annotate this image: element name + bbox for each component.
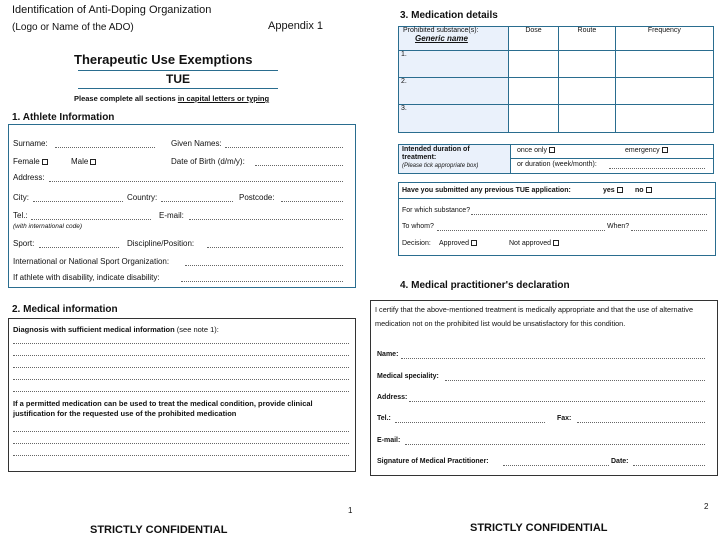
sport-org-label: International or National Sport Organization: <box>13 257 170 266</box>
when-label: When? <box>607 223 630 230</box>
dob-field[interactable] <box>255 165 343 166</box>
previous-no-checkbox[interactable] <box>646 187 652 193</box>
practitioner-tel-label: Tel.: <box>377 415 391 422</box>
justification-line[interactable] <box>13 431 349 432</box>
emergency-label: emergency <box>625 147 660 154</box>
given-names-field[interactable] <box>225 147 343 148</box>
previous-tue-box <box>398 182 716 256</box>
athlete-info-heading: 1. Athlete Information <box>12 112 115 123</box>
right-page-number: 2 <box>704 502 709 511</box>
female-checkbox[interactable] <box>42 159 48 165</box>
medical-info-box <box>8 318 356 472</box>
col-generic-label: Generic name <box>415 34 468 43</box>
duration-label-cell <box>399 145 511 173</box>
subtitle-underline <box>78 88 278 89</box>
email-field[interactable] <box>189 219 343 220</box>
athlete-info-box <box>8 124 356 288</box>
route-cell[interactable] <box>559 51 616 78</box>
sport-label: Sport: <box>13 239 35 248</box>
given-names-label: Given Names: <box>171 139 222 148</box>
org-title: Identification of Anti-Doping Organization <box>12 4 212 16</box>
country-field[interactable] <box>161 201 233 202</box>
practitioner-tel-field[interactable] <box>395 422 545 423</box>
permitted-med-label-1: If a permitted medication can be used to treat the medical condition, provide clinical <box>13 399 313 408</box>
declaration-box <box>370 300 718 476</box>
title-underline <box>78 70 278 71</box>
tel-label: Tel.: <box>13 211 28 220</box>
instructions-emphasis: in capital letters or typing <box>177 94 270 103</box>
permitted-med-label-2: justification for the requested use of the prohibited medication <box>13 409 237 418</box>
col-frequency: Frequency <box>615 27 713 51</box>
medical-info-heading: 2. Medical information <box>12 304 118 315</box>
address-label: Address: <box>13 173 45 182</box>
male-checkbox[interactable] <box>90 159 96 165</box>
col-substance <box>399 27 509 51</box>
right-page <box>360 0 720 540</box>
duration-divider <box>511 158 713 159</box>
postcode-label: Postcode: <box>239 193 275 202</box>
surname-field[interactable] <box>55 147 155 148</box>
once-only-label: once only <box>517 147 547 154</box>
duration-box <box>398 144 714 174</box>
male-label: Male <box>71 157 89 166</box>
female-label: Female <box>13 157 40 166</box>
dose-cell[interactable] <box>509 78 559 105</box>
previous-yes-option[interactable] <box>603 187 623 194</box>
certify-line-2: medication not on the prohibited list would be unsatisfactory for this condition. <box>375 319 626 328</box>
dob-label: Date of Birth (d/m/y): <box>171 157 245 166</box>
col-route: Route <box>559 27 616 51</box>
medication-heading: 3. Medication details <box>400 10 498 21</box>
duration-label-1: Intended duration of <box>402 146 470 153</box>
row-number: 1. <box>399 51 509 78</box>
speciality-field[interactable] <box>445 380 705 381</box>
postcode-field[interactable] <box>281 201 343 202</box>
sport-field[interactable] <box>39 247 119 248</box>
disability-field[interactable] <box>181 281 343 282</box>
not-approved-label: Not approved <box>509 240 552 247</box>
previous-divider <box>399 198 715 199</box>
speciality-label: Medical speciality: <box>377 373 439 380</box>
declaration-heading: 4. Medical practitioner's declaration <box>400 280 570 291</box>
practitioner-name-field[interactable] <box>401 358 705 359</box>
route-cell[interactable] <box>559 105 616 133</box>
col-substance-label: Prohibited substance(s): <box>403 27 479 34</box>
approved-label: Approved <box>439 240 469 247</box>
right-footer: STRICTLY CONFIDENTIAL <box>470 522 608 534</box>
practitioner-address-label: Address: <box>377 394 408 401</box>
practitioner-fax-field[interactable] <box>577 422 705 423</box>
not-approved-option[interactable] <box>509 240 559 247</box>
once-only-option[interactable] <box>517 147 555 154</box>
signature-label: Signature of Medical Practitioner: <box>377 458 489 465</box>
dose-cell[interactable] <box>509 51 559 78</box>
discipline-label: Discipline/Position: <box>127 239 195 248</box>
sport-org-field[interactable] <box>185 265 343 266</box>
col-dose: Dose <box>509 27 559 51</box>
duration-label-2: treatment: <box>402 154 437 161</box>
previous-yes-checkbox[interactable] <box>617 187 623 193</box>
justification-line[interactable] <box>13 443 349 444</box>
male-option[interactable] <box>71 157 96 166</box>
city-label: City: <box>13 193 29 202</box>
practitioner-fax-label: Fax: <box>557 415 572 422</box>
diagnosis-line[interactable] <box>13 367 349 368</box>
or-duration-label: or duration (week/month): <box>517 161 597 168</box>
practitioner-name-label: Name: <box>377 351 399 358</box>
to-whom-field[interactable] <box>437 230 605 231</box>
address-field[interactable] <box>49 181 343 182</box>
for-which-field[interactable] <box>471 214 707 215</box>
instructions-text: Please complete all sections <box>74 94 178 103</box>
previous-no-label: no <box>635 187 644 194</box>
date-field[interactable] <box>633 465 705 466</box>
to-whom-label: To whom? <box>402 223 434 230</box>
frequency-cell[interactable] <box>615 78 713 105</box>
left-page-number: 1 <box>348 506 353 515</box>
decision-label: Decision: <box>402 240 431 247</box>
when-field[interactable] <box>631 230 707 231</box>
once-only-checkbox[interactable] <box>549 147 555 153</box>
date-label: Date: <box>611 458 629 465</box>
email-label: E-mail: <box>159 211 184 220</box>
appendix-label: Appendix 1 <box>268 20 324 32</box>
previous-yes-label: yes <box>603 187 615 194</box>
female-option[interactable] <box>13 157 48 166</box>
frequency-cell[interactable] <box>615 105 713 133</box>
medication-table <box>398 26 714 133</box>
route-cell[interactable] <box>559 78 616 105</box>
tel-field[interactable] <box>31 219 151 220</box>
diagnosis-line[interactable] <box>13 379 349 380</box>
diagnosis-line[interactable] <box>13 355 349 356</box>
previous-tue-question: Have you submitted any previous TUE application: <box>402 187 571 194</box>
duration-hint: (Please tick appropriate box) <box>402 163 479 169</box>
for-which-label: For which substance? <box>402 207 471 214</box>
justification-line[interactable] <box>13 455 349 456</box>
approved-checkbox[interactable] <box>471 240 477 246</box>
certify-line-1: I certify that the above-mentioned treatment is medically appropriate and that the use of alternative <box>375 305 693 314</box>
approved-option[interactable] <box>439 240 477 247</box>
emergency-checkbox[interactable] <box>662 147 668 153</box>
dose-cell[interactable] <box>509 105 559 133</box>
form-title: Therapeutic Use Exemptions <box>74 52 253 67</box>
row-number: 2. <box>399 78 509 105</box>
diagnosis-label <box>13 325 219 334</box>
practitioner-address-field[interactable] <box>409 401 705 402</box>
row-number: 3. <box>399 105 509 133</box>
form-subtitle: TUE <box>166 72 190 86</box>
org-logo-note: (Logo or Name of the ADO) <box>12 22 134 33</box>
discipline-field[interactable] <box>207 247 343 248</box>
city-field[interactable] <box>33 201 123 202</box>
diagnosis-line[interactable] <box>13 391 349 392</box>
duration-field[interactable] <box>609 168 705 169</box>
previous-no-option[interactable] <box>635 187 652 194</box>
diagnosis-note: (see note 1): <box>174 325 219 334</box>
instructions <box>74 94 269 103</box>
signature-field[interactable] <box>503 465 609 466</box>
intl-code-note: (with international code) <box>13 223 83 230</box>
not-approved-checkbox[interactable] <box>553 240 559 246</box>
country-label: Country: <box>127 193 158 202</box>
frequency-cell[interactable] <box>615 51 713 78</box>
practitioner-email-field[interactable] <box>405 444 705 445</box>
disability-label: If athlete with disability, indicate disability: <box>13 273 160 282</box>
surname-label: Surname: <box>13 139 48 148</box>
practitioner-email-label: E-mail: <box>377 437 401 444</box>
diagnosis-line[interactable] <box>13 343 349 344</box>
emergency-option[interactable] <box>625 147 668 154</box>
left-footer: STRICTLY CONFIDENTIAL <box>90 524 228 536</box>
diagnosis-label-bold: Diagnosis with sufficient medical information <box>13 325 175 334</box>
